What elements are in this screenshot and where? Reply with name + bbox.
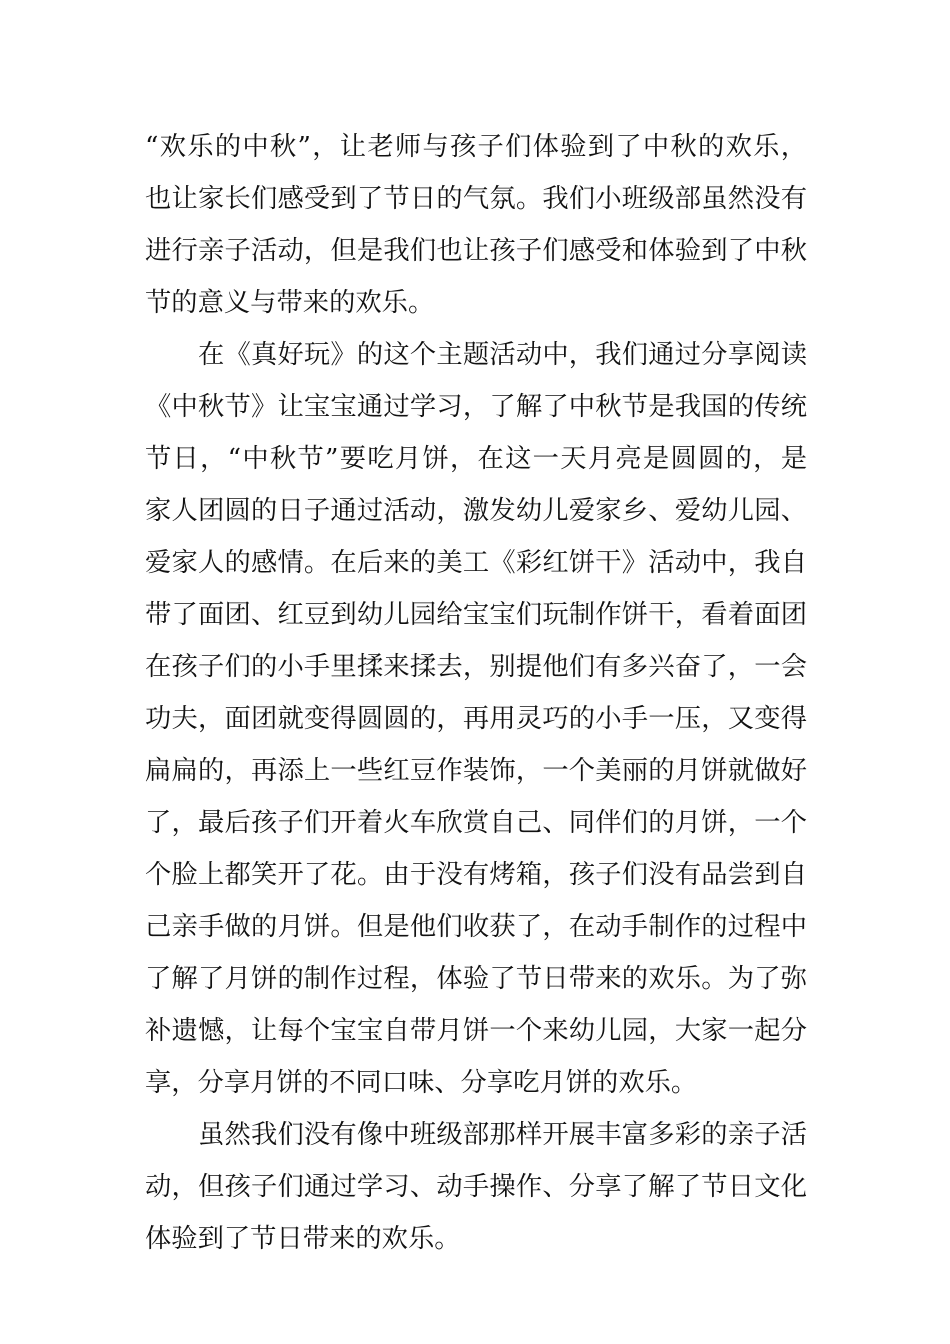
- text-line: 节的意义与带来的欢乐。: [145, 288, 435, 318]
- document-body: [145, 121, 807, 1265]
- text-line: 己亲手做的月饼。但是他们收获了，在动手制作的过程中: [145, 912, 807, 942]
- paragraph-3: [145, 1109, 807, 1265]
- text-line: 体验到了节日带来的欢乐。: [145, 1224, 461, 1254]
- text-line: 节日，“中秋节”要吃月饼，在这一天月亮是圆圆的，是: [145, 444, 807, 474]
- text-line: 家人团圆的日子通过活动，激发幼儿爱家乡、爱幼儿园、: [145, 496, 807, 526]
- text-line: 也让家长们感受到了节日的气氛。我们小班级部虽然没有: [145, 184, 807, 214]
- text-line: 功夫，面团就变得圆圆的，再用灵巧的小手一压，又变得: [145, 704, 807, 734]
- text-line: 进行亲子活动，但是我们也让孩子们感受和体验到了中秋: [145, 236, 807, 266]
- text-line: 动，但孩子们通过学习、动手操作、分享了解了节日文化: [145, 1172, 807, 1202]
- text-line: 虽然我们没有像中班级部那样开展丰富多彩的亲子活: [145, 1120, 807, 1150]
- paragraph-1: [145, 121, 807, 329]
- text-line: 在《真好玩》的这个主题活动中，我们通过分享阅读: [145, 340, 807, 370]
- text-line: 补遗憾，让每个宝宝自带月饼一个来幼儿园，大家一起分: [145, 1016, 807, 1046]
- text-line: 爱家人的感情。在后来的美工《彩红饼干》活动中，我自: [145, 548, 807, 578]
- text-line: 在孩子们的小手里揉来揉去，别提他们有多兴奋了，一会: [145, 652, 807, 682]
- paragraph-2: [145, 329, 807, 1109]
- text-line: 《中秋节》让宝宝通过学习，了解了中秋节是我国的传统: [145, 392, 807, 422]
- text-line: 了，最后孩子们开着火车欣赏自己、同伴们的月饼，一个: [145, 808, 807, 838]
- text-line: 享，分享月饼的不同口味、分享吃月饼的欢乐。: [145, 1068, 698, 1098]
- text-line: 了解了月饼的制作过程，体验了节日带来的欢乐。为了弥: [145, 964, 807, 994]
- text-line: 扁扁的，再添上一些红豆作装饰，一个美丽的月饼就做好: [145, 756, 807, 786]
- text-line: 个脸上都笑开了花。由于没有烤箱，孩子们没有品尝到自: [145, 860, 807, 890]
- text-line: “欢乐的中秋”，让老师与孩子们体验到了中秋的欢乐，: [145, 132, 807, 162]
- text-line: 带了面团、红豆到幼儿园给宝宝们玩制作饼干，看着面团: [145, 600, 807, 630]
